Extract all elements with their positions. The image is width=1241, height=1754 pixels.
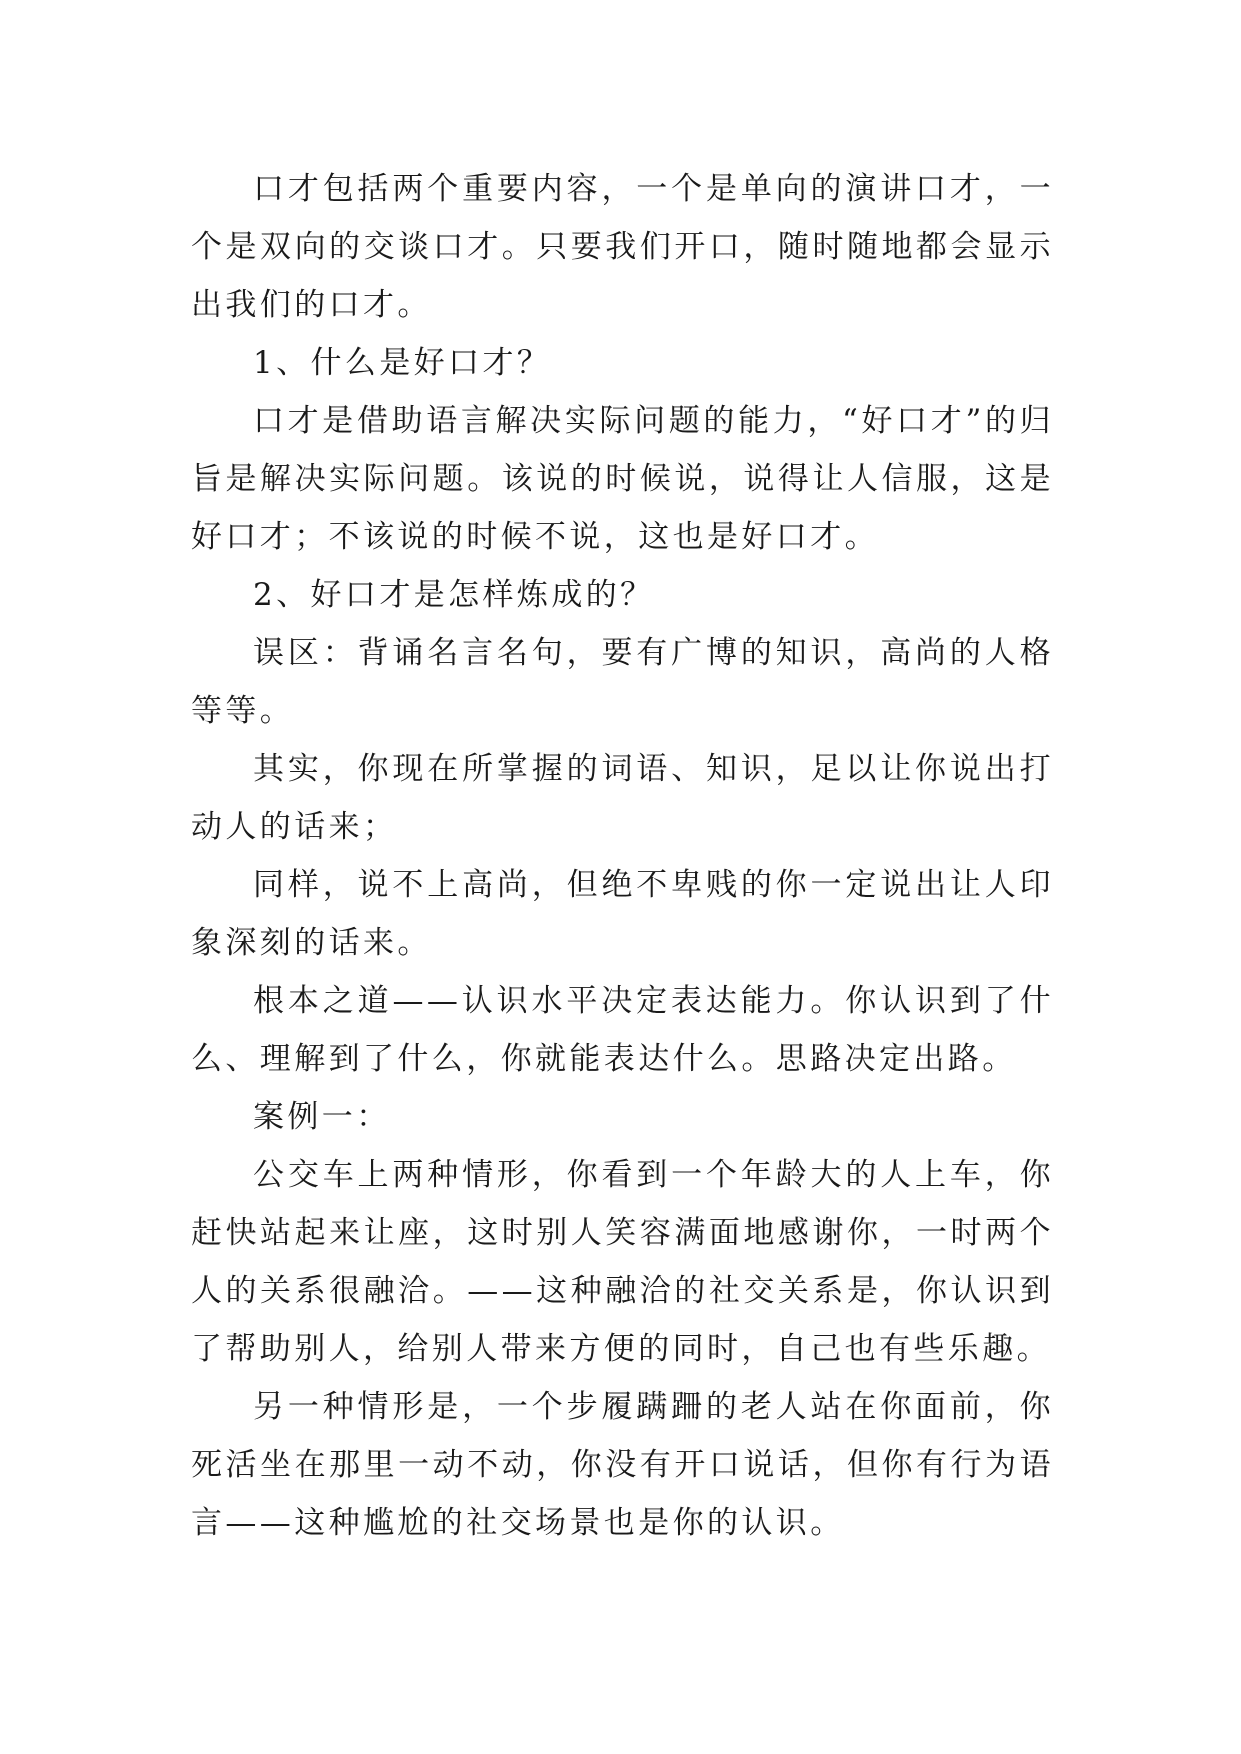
paragraph-intro: 口才包括两个重要内容，一个是单向的演讲口才，一个是双向的交谈口才。只要我们开口，随时随地都会显示出我们的口才。	[191, 171, 1054, 323]
paragraph-bus-scenario-two: 另一种情形是，一个步履蹒跚的老人站在你面前，你死活坐在那里一动不动，你没有开口说话，但你有行为语言——这种尴尬的社交场景也是你的认识。	[191, 1389, 1054, 1541]
paragraph-likewise: 同样，说不上高尚，但绝不卑贱的你一定说出让人印象深刻的话来。	[191, 867, 1054, 961]
paragraph-in-fact: 其实，你现在所掌握的词语、知识，足以让你说出打动人的话来；	[191, 751, 1054, 845]
heading-what-is-good-eloquence: 1、什么是好口才？	[253, 345, 552, 381]
paragraph-fundamental-way: 根本之道——认识水平决定表达能力。你认识到了什么、理解到了什么，你就能表达什么。思路决定出路。	[191, 983, 1054, 1077]
paragraph-definition: 口才是借助语言解决实际问题的能力，“好口才”的归旨是解决实际问题。该说的时候说，说得让人信服，这是好口才；不该说的时候不说，这也是好口才。	[191, 403, 1054, 555]
heading-how-to-develop: 2、好口才是怎样炼成的？	[253, 577, 655, 613]
paragraph-bus-scenario-one: 公交车上两种情形，你看到一个年龄大的人上车，你赶快站起来让座，这时别人笑容满面地感谢你，一时两个人的关系很融洽。——这种融洽的社交关系是，你认识到了帮助别人，给别人带来方便的同时，自己也有些乐趣。	[191, 1157, 1054, 1367]
document-body	[191, 160, 1054, 1552]
paragraph-misconception: 误区：背诵名言名句，要有广博的知识，高尚的人格等等。	[191, 635, 1054, 729]
heading-case-one: 案例一：	[253, 1099, 391, 1135]
